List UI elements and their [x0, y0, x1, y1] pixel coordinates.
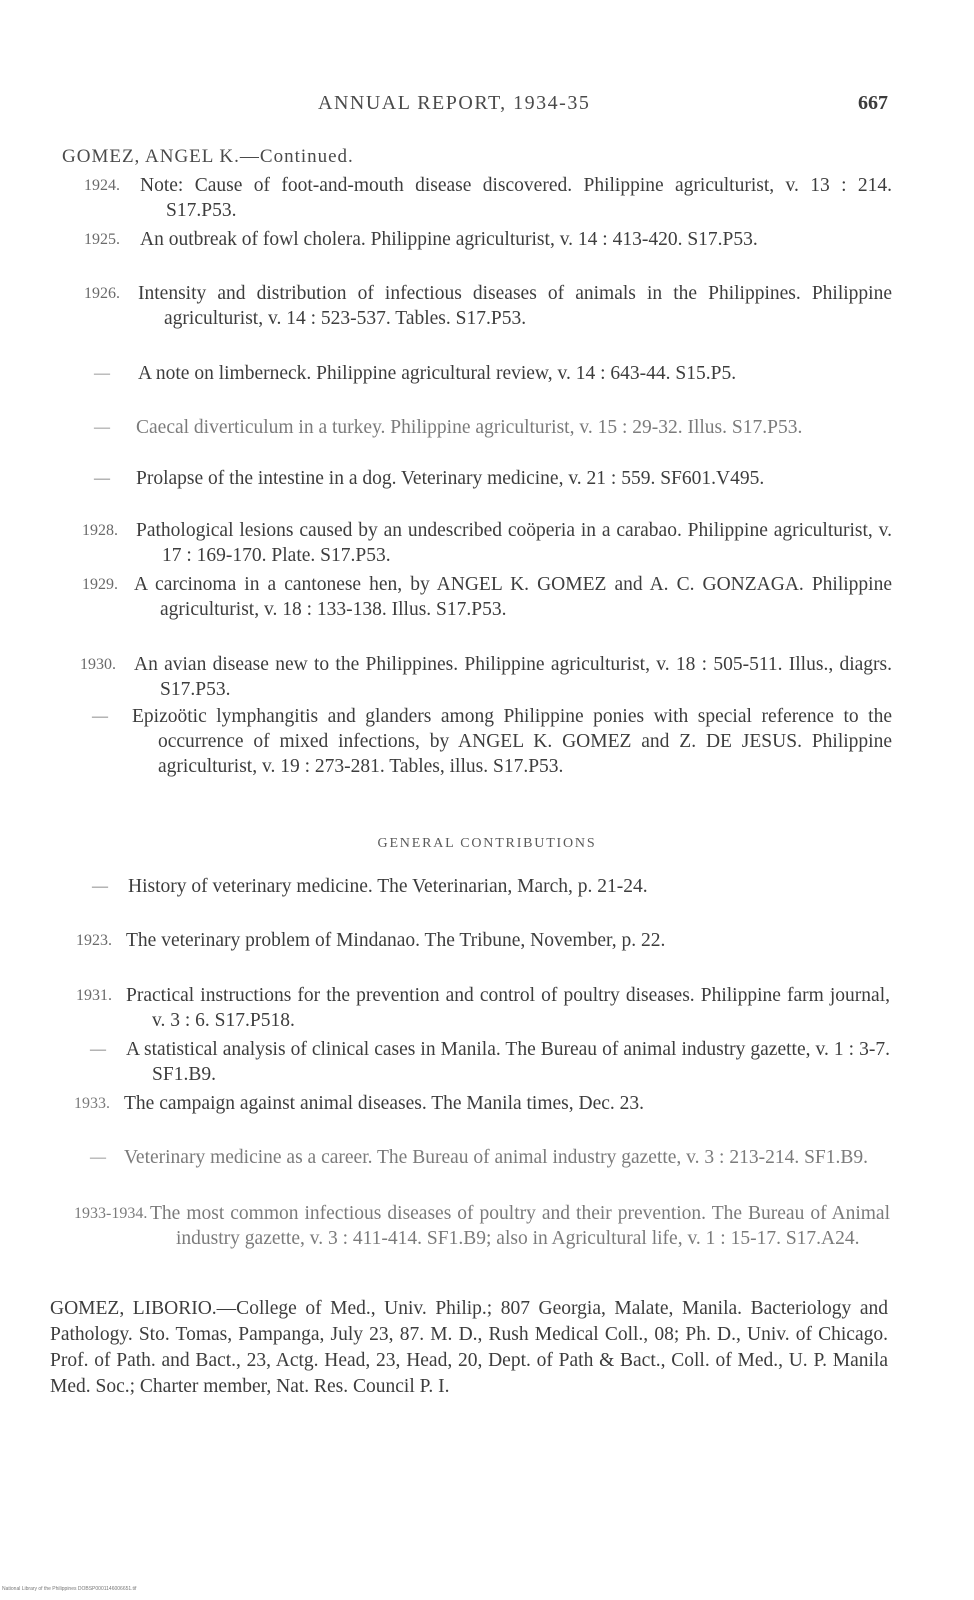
entry-year: —: [94, 419, 110, 436]
section-heading: GENERAL CONTRIBUTIONS: [377, 836, 597, 851]
entry-year: 1933.: [74, 1095, 110, 1112]
entry-text: The campaign against animal diseases. The Manila times, Dec. 23.: [124, 1093, 645, 1114]
entry-year: 1925.: [84, 231, 120, 248]
entry-year: —: [92, 708, 108, 725]
running-head: ANNUAL REPORT, 1934-35: [318, 92, 591, 114]
author-heading: GOMEZ, ANGEL K.—Continued.: [62, 146, 354, 167]
entry-text: Veterinary medicine as a career. The Bureau of animal industry gazette, v. 3 : 213-214. SF1.B9.: [124, 1147, 869, 1168]
entry-text: Intensity and distribution of infectious diseases of animals in the Philippines. Philippine agriculturist, v. 14 : 523-537. Tables. S17.P53.: [138, 283, 892, 329]
entry-text: A statistical analysis of clinical cases in Manila. The Bureau of animal industry gazette, v. 1 : 3-7. SF1.B9.: [126, 1039, 890, 1085]
entry-year: 1928.: [82, 522, 118, 539]
page-header: [0, 92, 974, 122]
entry-year: 1931.: [76, 987, 112, 1004]
entry-year: —: [90, 1041, 106, 1058]
entry-text: Practical instructions for the prevention and control of poultry diseases. Philippine farm journal, v. 3 : 6. S17.P518.: [126, 985, 890, 1031]
entry-year: 1930.: [80, 656, 116, 673]
entry-year: —: [94, 470, 110, 487]
entry-text: History of veterinary medicine. The Veterinarian, March, p. 21-24.: [128, 876, 648, 897]
entry-year: —: [90, 1149, 106, 1166]
page-number: 667: [858, 92, 888, 114]
entry-text: A note on limberneck. Philippine agricultural review, v. 14 : 643-44. S15.P5.: [138, 363, 737, 384]
entry-year: 1926.: [84, 285, 120, 302]
entry-year: —: [92, 878, 108, 895]
scan-footer: National Library of the Philippines DOBSP0001146006651.tif: [2, 1586, 137, 1592]
entry-text: The most common infectious diseases of poultry and their prevention. The Bureau of Animal industry gazette, v. 3 : 411-414. SF1.B9; also in Agricultural life, v. 1 : 15-17. S17.A24.: [150, 1203, 890, 1249]
entry-year: —: [94, 365, 110, 382]
entry-text: Caecal diverticulum in a turkey. Philippine agriculturist, v. 15 : 29-32. Illus. S17.P53.: [136, 417, 803, 438]
entry-year: 1923.: [76, 932, 112, 949]
entry-year: 1933-1934.: [74, 1205, 148, 1222]
entry-text: The veterinary problem of Mindanao. The Tribune, November, p. 22.: [126, 930, 666, 951]
entry-text: An avian disease new to the Philippines. Philippine agriculturist, v. 18 : 505-511. Illus., diagrs. S17.P53.: [134, 654, 892, 700]
entry-text: An outbreak of fowl cholera. Philippine agriculturist, v. 14 : 413-420. S17.P53.: [140, 229, 758, 250]
entry-text: Prolapse of the intestine in a dog. Veterinary medicine, v. 21 : 559. SF601.V495.: [136, 468, 765, 489]
entry-year: 1929.: [82, 576, 118, 593]
entry-text: A carcinoma in a cantonese hen, by ANGEL K. GOMEZ and A. C. GONZAGA. Philippine agriculturist, v. 18 : 133-138. Illus. S17.P53.: [134, 574, 892, 620]
entry-text: Note: Cause of foot-and-mouth disease discovered. Philippine agriculturist, v. 13 : 214. S17.P53.: [140, 175, 892, 221]
biography-entry: GOMEZ, LIBORIO.—College of Med., Univ. Philip.; 807 Georgia, Malate, Manila. Bacteriology and Pathology. Sto. Tomas, Pampanga, July 23, 87. M. D., Rush Medical Coll., 08; Ph. D., Univ. of Chicago. Prof. of Path. and Bact., 23, Actg. Head, 23, Head, 20, Dept. of Path & Bact., Coll. of Med., U. P. Manila Med. Soc.; Charter member, Nat. Res. Council P. I.: [50, 1298, 888, 1397]
entry-text: Epizoötic lymphangitis and glanders among Philippine ponies with special reference to the occurrence of mixed infections, by ANGEL K. GOMEZ and Z. DE JESUS. Philippine agriculturist, v. 19 : 273-281. Tables, illus. S17.P53.: [132, 706, 892, 777]
entry-year: 1924.: [84, 177, 120, 194]
entry-text: Pathological lesions caused by an undescribed coöperia in a carabao. Philippine agriculturist, v. 17 : 169-170. Plate. S17.P53.: [136, 520, 892, 566]
